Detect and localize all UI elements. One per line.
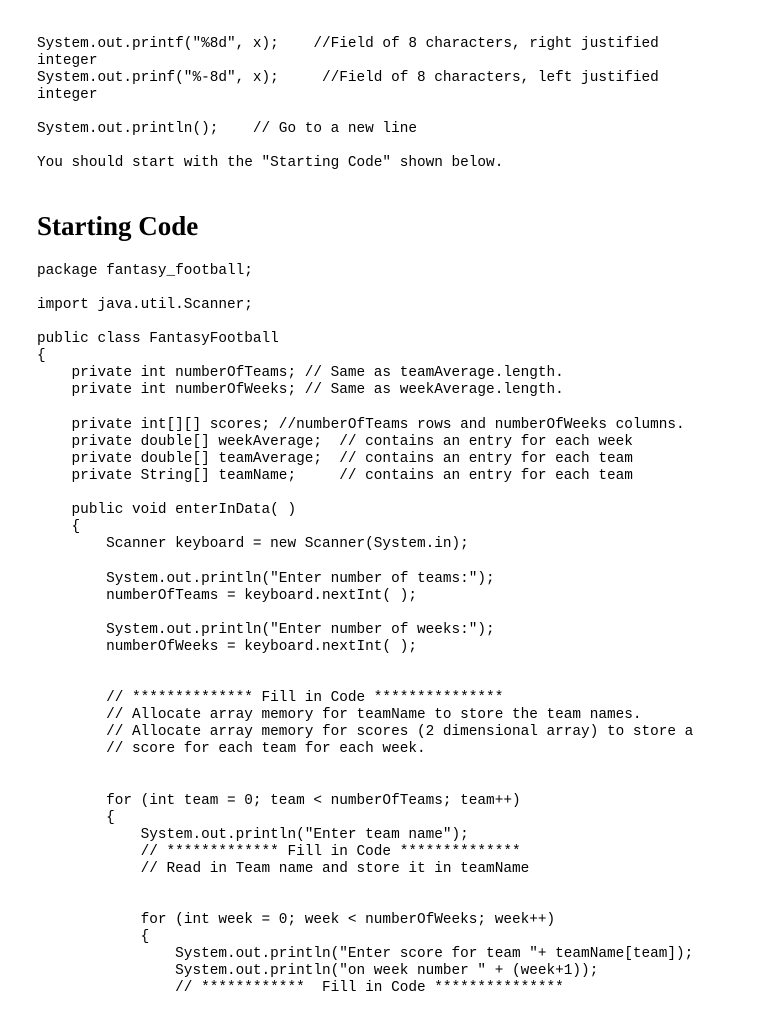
fields-arrays: private int[][] scores; //numberOfTeams rows and numberOfWeeks columns. private double[] weekAverage; // contains an entry for each week private double[] teamAverage; // contains an entry for each team private String[] teamName; // contains an entry for each team — [71, 417, 685, 484]
package-line: package fantasy_football; — [37, 263, 253, 279]
class-header: public class FantasyFootball { — [37, 331, 279, 364]
fields-counts: private int numberOfTeams; // Same as teamAverage.length. private int numberOfWeeks; // Same as weekAverage.length. — [71, 365, 564, 398]
printf-right-justified-snippet: System.out.printf("%8d", x); //Field of 8 characters, right justified integer — [37, 36, 659, 69]
printf-left-justified-snippet: System.out.prinf("%-8d", x); //Field of 8 characters, left justified integer — [37, 70, 659, 103]
section-heading: Starting Code — [37, 211, 199, 241]
teams-input-block: System.out.println("Enter number of teams:"); numberOfTeams = keyboard.nextInt( ); — [106, 571, 495, 604]
fill-in-code-comment: // ************** Fill in Code *************** // Allocate array memory for teamName to store the team names. // Allocate array memory for scores (2 dimensional array) to store a // score for each team for each week. — [106, 690, 694, 757]
team-loop-block: for (int team = 0; team < numberOfTeams; team++) { System.out.println("Enter team name"); // ************* Fill in Code ************** // Read in Team name and store it in teamName — [106, 793, 530, 877]
scanner-line: Scanner keyboard = new Scanner(System.in); — [37, 536, 469, 552]
weeks-input-block: System.out.println("Enter number of weeks:"); numberOfWeeks = keyboard.nextInt( ); — [106, 622, 495, 655]
println-snippet: System.out.println(); // Go to a new line — [37, 121, 417, 137]
import-line: import java.util.Scanner; — [37, 297, 253, 313]
method-header: public void enterInData( ) { — [71, 502, 297, 535]
week-loop-block: for (int week = 0; week < numberOfWeeks; week++) { System.out.println("Enter score for team "+ teamName[team]); System.out.println("on week number " + (week+1)); // ************ Fill in Code *************** — [140, 912, 694, 996]
instruction-text: You should start with the "Starting Code" shown below. — [37, 155, 504, 171]
